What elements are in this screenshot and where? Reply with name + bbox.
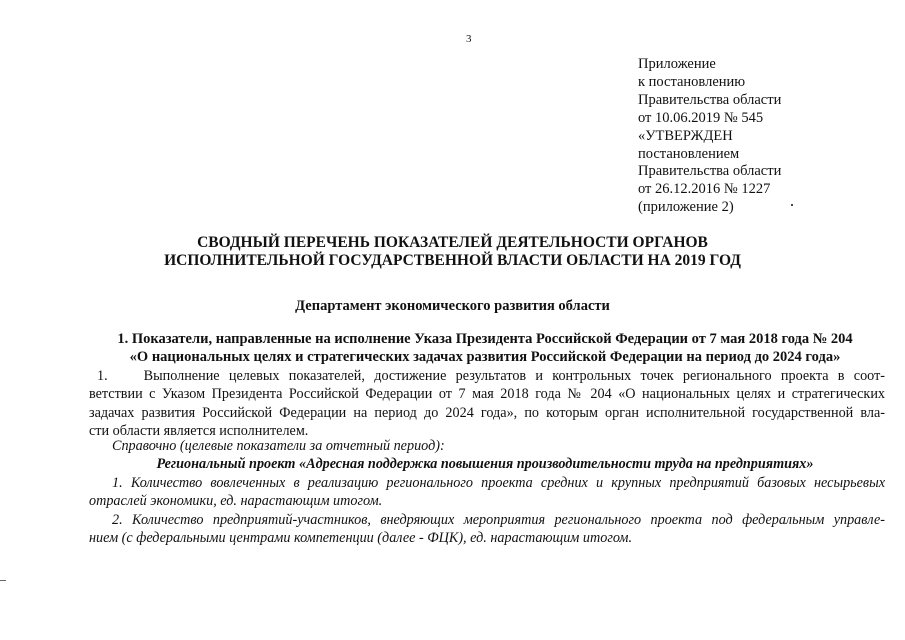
project-title: Региональный проект «Адресная поддержка повышения производительности труда на предприятиях» (156, 456, 814, 472)
approval-line: Правительства области (638, 163, 782, 180)
approval-line: от 10.06.2019 № 545 (638, 109, 764, 126)
paragraph-line-1 (89, 367, 885, 385)
section-heading (90, 330, 880, 366)
margin-mark (0, 580, 6, 581)
approval-line: от 26.12.2016 № 1227 (638, 181, 771, 198)
title-line-2: ИСПОЛНИТЕЛЬНОЙ ГОСУДАРСТВЕННОЙ ВЛАСТИ ОБЛАСТИ НА 2019 ГОД (164, 252, 741, 269)
paragraph-line-2: ветствии с Указом Президента Российской Федерации от 7 мая 2018 года № 204 «О национальных целях и стратегических (89, 386, 885, 403)
reference-note: Справочно (целевые показатели за отчетный период): (112, 438, 445, 454)
list-item-continuation: нием (с федеральными центрами компетенции (далее - ФЦК), ед. нарастающим итогом. (89, 529, 633, 546)
list-item-continuation: отраслей экономики, ед. нарастающим итогом. (89, 493, 383, 510)
section-heading-line-1: 1. Показатели, направленные на исполнение Указа Президента Российской Федерации от 7 мая 2018 года № 204 (117, 331, 853, 347)
body-paragraph (89, 367, 885, 440)
indicator-list (89, 474, 885, 547)
paragraph-line-4: сти области является исполнителем. (89, 422, 309, 439)
approval-line: «УТВЕРЖДЕН (638, 127, 733, 144)
approval-line: (приложение 2) (638, 199, 734, 216)
paragraph-line-3: задачах развития Российской Федерации на период до 2024 года», по которым орган исполнительной государственной вла- (89, 404, 885, 421)
paragraph-number: 1. (97, 368, 108, 384)
approval-line: постановлением (638, 145, 740, 162)
page-number: 3 (466, 33, 472, 45)
document-title (0, 234, 905, 270)
paragraph-text: Выполнение целевых показателей, достижение результатов и контрольных точек регионального проекта в соот- (143, 368, 885, 384)
approval-line: Правительства области (638, 91, 782, 108)
title-line-1: СВОДНЫЙ ПЕРЕЧЕНЬ ПОКАЗАТЕЛЕЙ ДЕЯТЕЛЬНОСТИ ОРГАНОВ (197, 234, 708, 251)
scan-speck (791, 204, 793, 206)
list-item: 1. Количество вовлеченных в реализацию регионального проекта средних и крупных предприятий базовых несырьевых (112, 475, 885, 491)
approval-line: Приложение (638, 56, 716, 72)
approval-block (638, 56, 888, 217)
department-heading: Департамент экономического развития области (295, 298, 610, 314)
list-item: 2. Количество предприятий-участников, внедряющих мероприятия регионального проекта под федеральным управле- (112, 511, 885, 528)
section-heading-line-2: «О национальных целях и стратегических задачах развития Российской Федерации на период до 2024 года» (129, 349, 841, 365)
approval-line: к постановлению (638, 73, 746, 90)
